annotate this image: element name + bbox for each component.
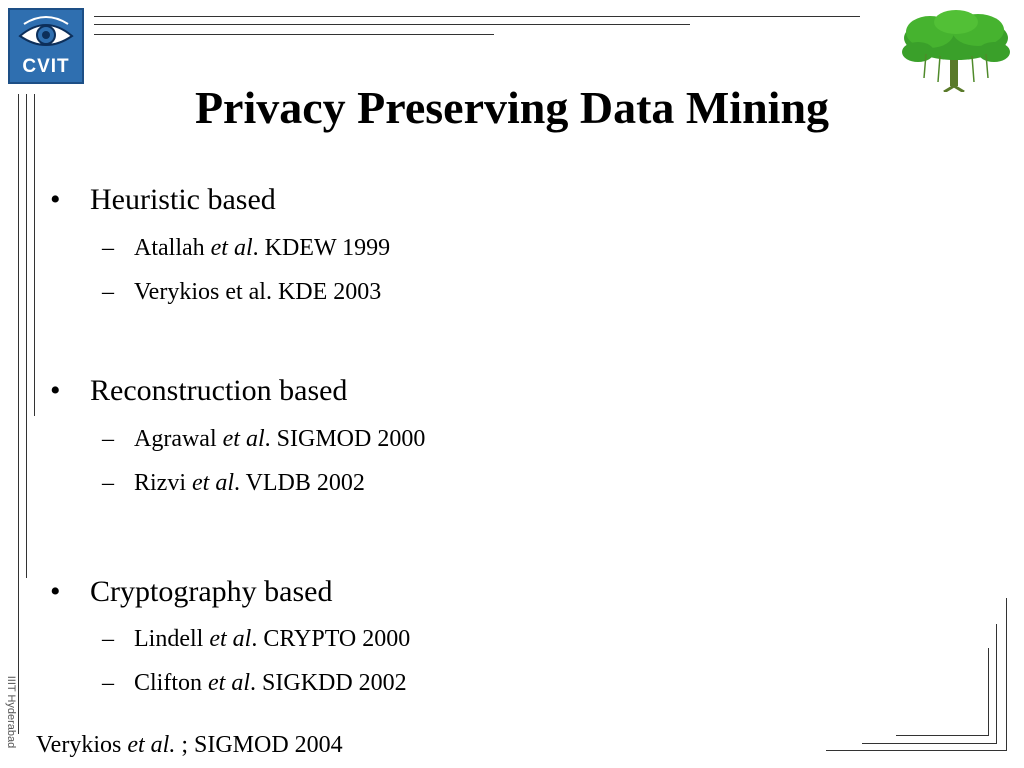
section-heading: Cryptography based (90, 575, 333, 608)
reference-text: Verykios et al. KDE 2003 (134, 279, 382, 305)
side-label: IIIT Hyderabad (5, 675, 17, 749)
bullet-glyph: • (50, 374, 61, 407)
left-rule-2 (26, 94, 27, 578)
reference-text: Atallah et al. KDEW 1999 (134, 235, 391, 261)
header-rule-2 (94, 24, 690, 25)
footer-reference: Verykios et al. ; SIGMOD 2004 (36, 732, 343, 758)
corner-rule-h1 (826, 750, 1007, 751)
left-rule-3 (34, 94, 35, 416)
eye-icon (16, 14, 76, 56)
header-rule-3 (94, 34, 494, 35)
bullet-glyph: • (50, 183, 61, 216)
bullet-glyph: • (50, 575, 61, 608)
section-heading: Heuristic based (90, 183, 276, 216)
corner-rule-v2 (996, 624, 997, 744)
corner-rule-v1 (1006, 598, 1007, 750)
cvit-logo (8, 8, 84, 84)
dash-glyph: – (102, 626, 114, 652)
corner-rule-h3 (896, 735, 989, 736)
logo-text: CVIT (22, 56, 70, 77)
corner-rule-h2 (862, 743, 997, 744)
section-heading: Reconstruction based (90, 374, 348, 407)
reference-text: Lindell et al. CRYPTO 2000 (134, 626, 411, 652)
dash-glyph: – (102, 470, 114, 496)
dash-glyph: – (102, 670, 114, 696)
dash-glyph: – (102, 279, 114, 305)
corner-rule-v3 (988, 648, 989, 736)
slide-title: Privacy Preserving Data Mining (194, 82, 830, 133)
header-rule-1 (94, 16, 860, 17)
reference-text: Clifton et al. SIGKDD 2002 (134, 670, 407, 696)
dash-glyph: – (102, 426, 114, 452)
dash-glyph: – (102, 235, 114, 261)
reference-text: Rizvi et al. VLDB 2002 (134, 470, 365, 496)
left-rule-1 (18, 94, 19, 734)
reference-text: Agrawal et al. SIGMOD 2000 (134, 426, 426, 452)
